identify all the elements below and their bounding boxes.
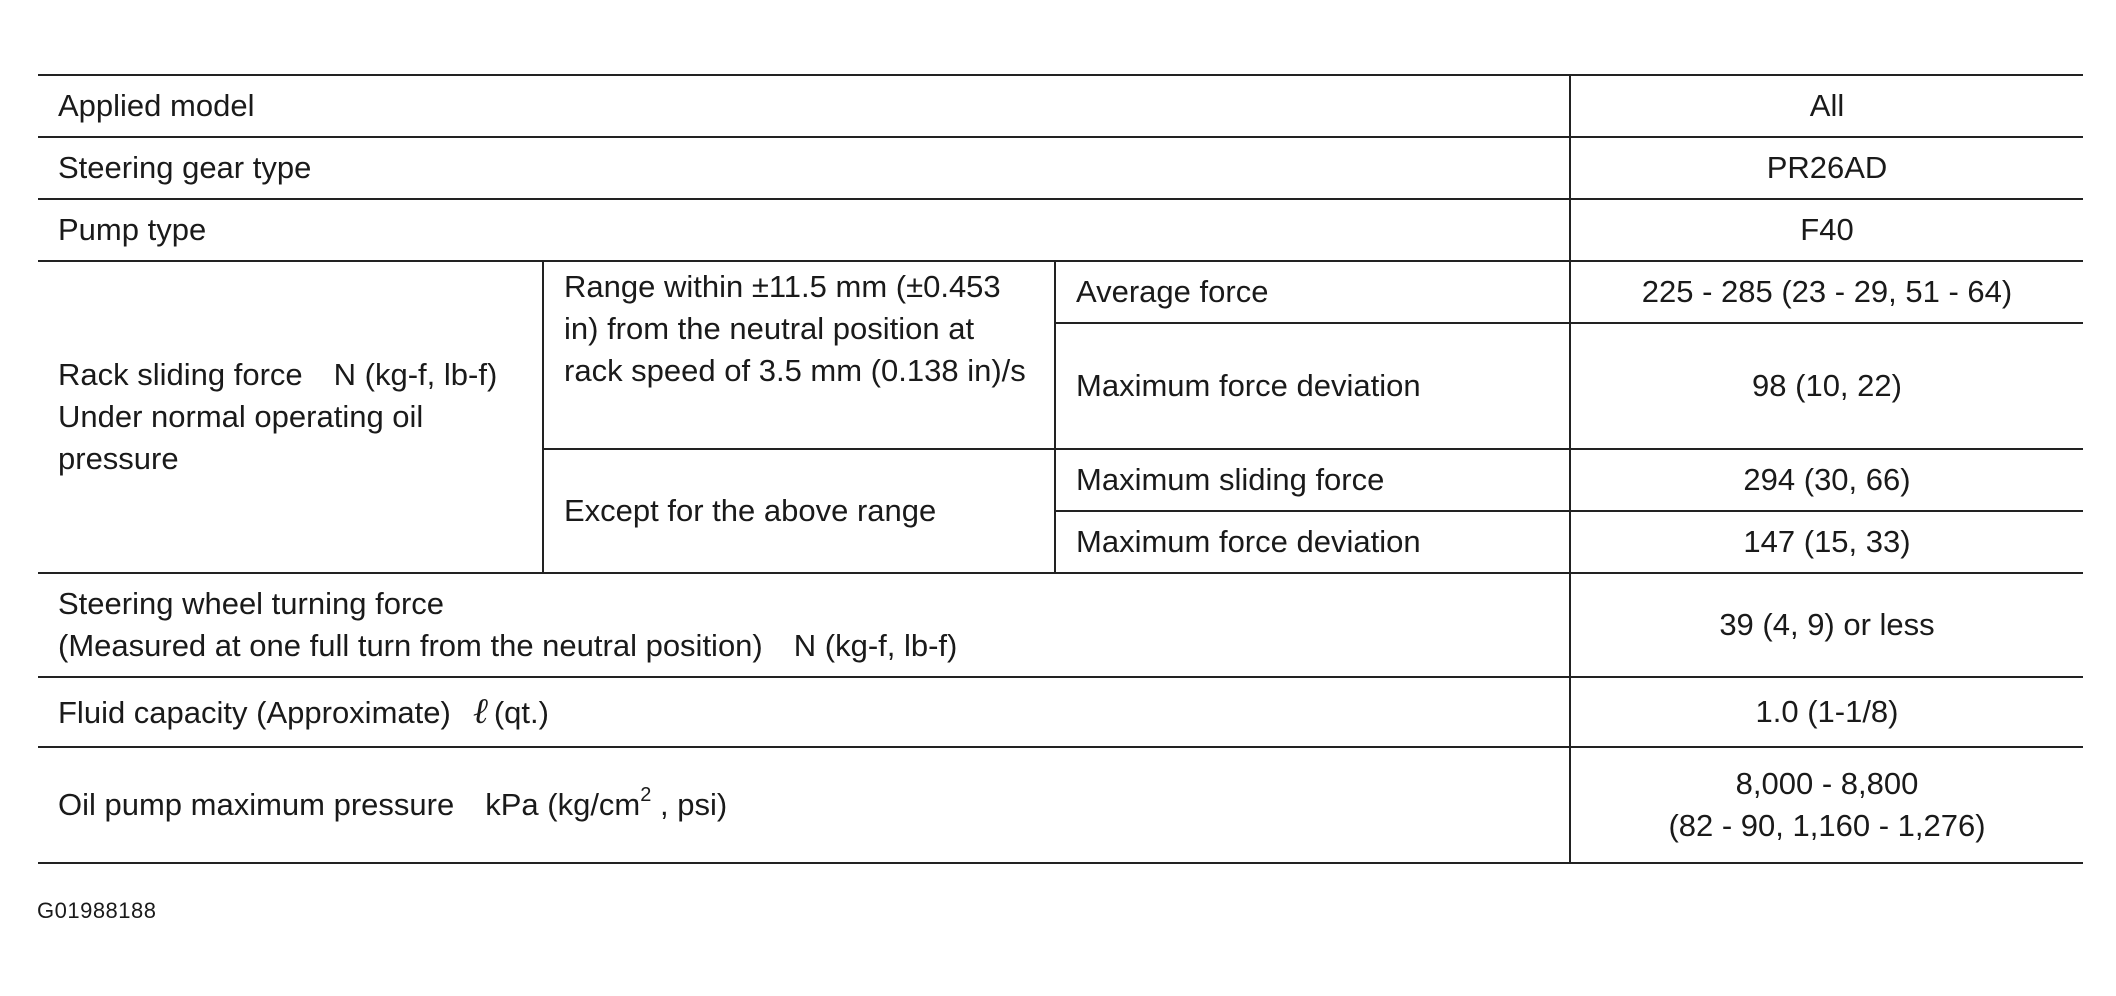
row-steering-gear-type: [38, 137, 2083, 199]
row-pump-type: [38, 199, 2083, 261]
oil-pump-max-pressure-value: [1570, 747, 2083, 863]
oil-pump-max-pressure-label: [38, 747, 1570, 863]
max-force-deviation-value-1: 98 (10, 22): [1570, 323, 2083, 449]
steering-wheel-turning-force-value: 39 (4, 9) or less: [1570, 573, 2083, 677]
pump-type-value: F40: [1570, 199, 2083, 261]
max-sliding-force-label: Maximum sliding force: [1055, 449, 1570, 511]
max-force-deviation-label-1: Maximum force deviation: [1055, 323, 1570, 449]
average-force-value: 225 - 285 (23 - 29, 51 - 64): [1570, 261, 2083, 323]
figure-id: G01988188: [37, 898, 157, 923]
pump-type-label: Pump type: [38, 199, 1570, 261]
row-oil-pump-max-pressure: [38, 747, 2083, 863]
max-force-deviation-label-2: Maximum force deviation: [1055, 511, 1570, 573]
steering-wheel-turning-force-label-line2: (Measured at one full turn from the neutral position) N (kg-f, lb-f): [58, 628, 958, 663]
max-sliding-force-value: 294 (30, 66): [1570, 449, 2083, 511]
liter-icon: ℓ: [472, 690, 488, 732]
row-fluid-capacity: [38, 677, 2083, 747]
superscript-2: 2: [640, 784, 652, 806]
max-force-deviation-value-2: 147 (15, 33): [1570, 511, 2083, 573]
average-force-label: Average force: [1055, 261, 1570, 323]
row-applied-model: [38, 75, 2083, 137]
oil-pump-max-pressure-label-tail: , psi): [651, 787, 728, 822]
row-steering-wheel-turning-force: [38, 573, 2083, 677]
fluid-capacity-unit: (qt.): [493, 694, 549, 730]
applied-model-value: All: [1570, 75, 2083, 137]
row-rack-average-force: [38, 261, 2083, 323]
oil-pump-max-pressure-value-line2: (82 - 90, 1,160 - 1,276): [1668, 808, 1986, 843]
except-range-label: Except for the above range: [543, 449, 1055, 573]
rack-sliding-force-label-line2: Under normal operating oil pressure: [58, 399, 424, 476]
steering-gear-type-value: PR26AD: [1570, 137, 2083, 199]
steering-wheel-turning-force-label-line1: Steering wheel turning force: [58, 586, 445, 621]
rack-sliding-force-label-line1: Rack sliding force N (kg-f, lb-f): [58, 357, 498, 392]
steering-wheel-turning-force-label: [38, 573, 1570, 677]
range-within-label: Range within ±11.5 mm (±0.453 in) from the neutral position at rack speed of 3.5 mm (0.138 in)/s: [543, 261, 1055, 449]
fluid-capacity-label-text: Fluid capacity (Approximate): [58, 694, 451, 730]
fluid-capacity-value: 1.0 (1-1/8): [1570, 677, 2083, 747]
specification-table: [38, 74, 2083, 864]
rack-sliding-force-label: [38, 261, 543, 573]
fluid-capacity-label: [38, 677, 1570, 747]
oil-pump-max-pressure-label-text: Oil pump maximum pressure kPa (kg/cm: [58, 787, 641, 822]
applied-model-label: Applied model: [38, 75, 1570, 137]
oil-pump-max-pressure-value-line1: 8,000 - 8,800: [1735, 766, 1919, 801]
steering-gear-type-label: Steering gear type: [38, 137, 1570, 199]
